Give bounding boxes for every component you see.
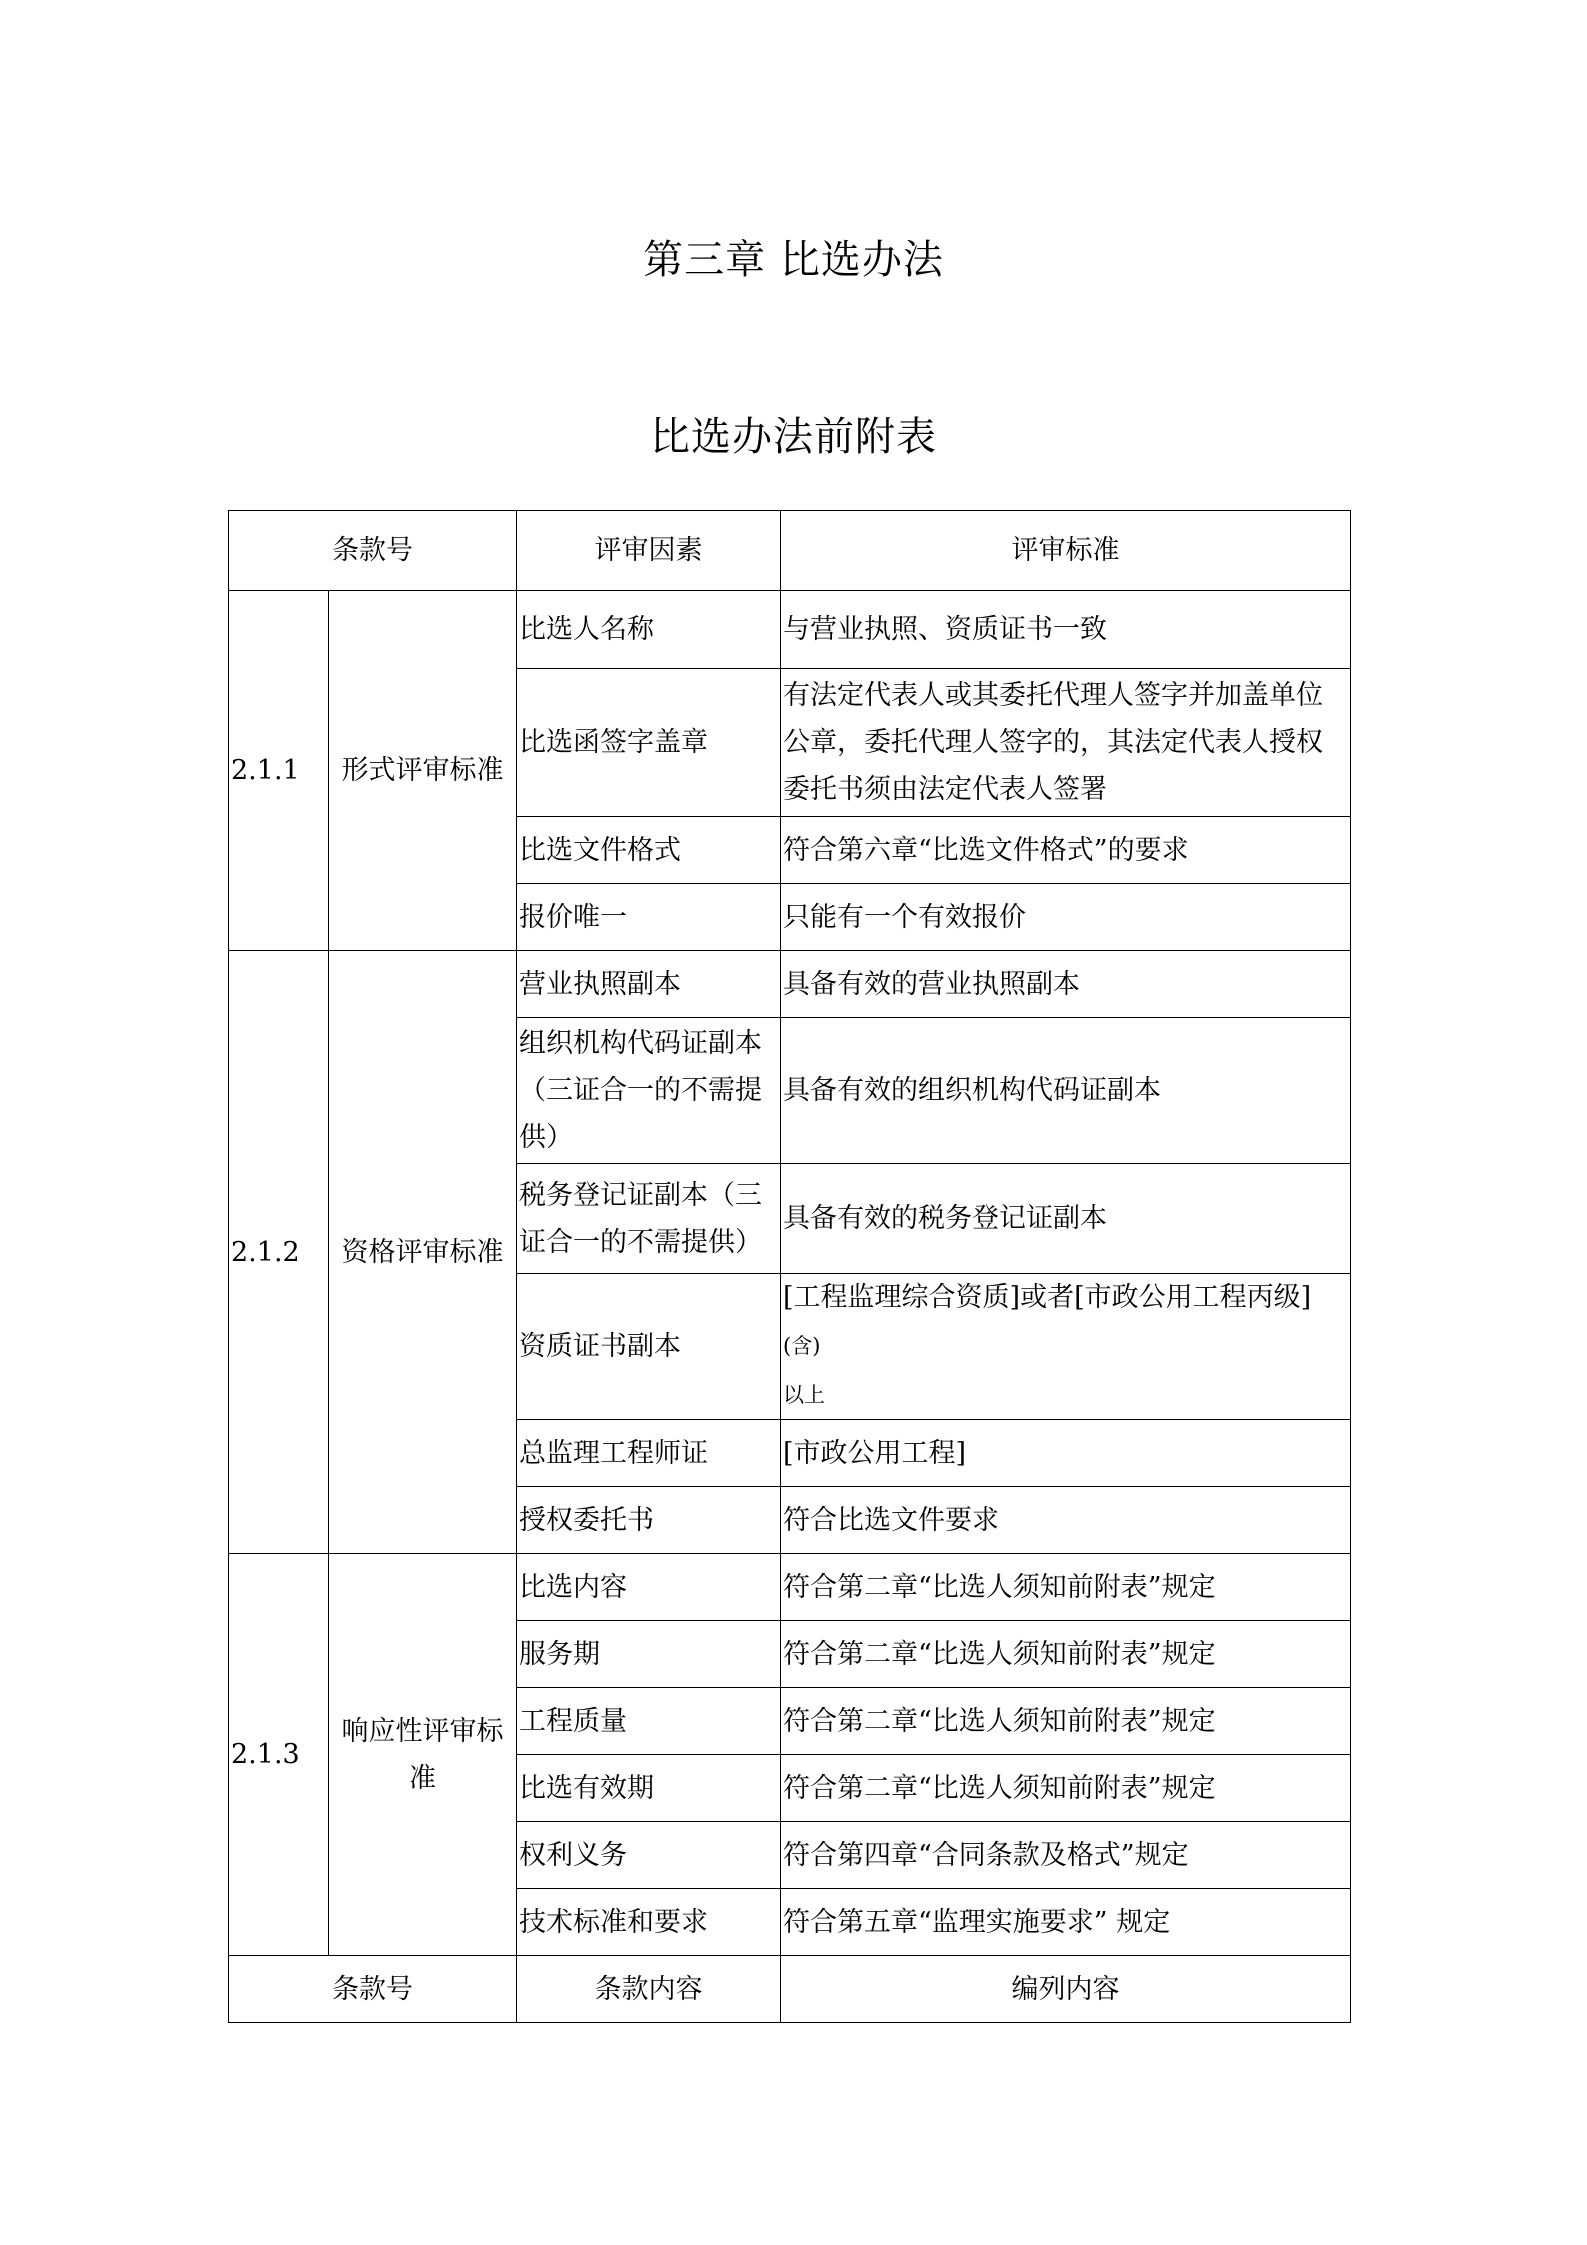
table-title: 比选办法前附表: [650, 414, 937, 460]
standard-cell: 符合第二章“比选人须知前附表”规定: [781, 1755, 1351, 1822]
factor-cell: 比选函签字盖章: [517, 669, 781, 817]
factor-cell: 比选有效期: [517, 1755, 781, 1822]
standard-cell: 具备有效的营业执照副本: [781, 951, 1351, 1018]
standard-small: 以上: [783, 1383, 825, 1407]
factor-cell: 服务期: [517, 1621, 781, 1688]
factor-cell: 工程质量: [517, 1688, 781, 1755]
standard-cell: 具备有效的组织机构代码证副本: [781, 1018, 1351, 1164]
header-standard: 评审标准: [781, 511, 1351, 591]
standard-cell: 只能有一个有效报价: [781, 884, 1351, 951]
footer-content: 条款内容: [517, 1956, 781, 2023]
factor-cell: 授权委托书: [517, 1487, 781, 1554]
header-row: [229, 511, 1351, 591]
clause-number: 2.1.1: [229, 591, 329, 951]
factor-cell: 技术标准和要求: [517, 1889, 781, 1956]
factor-cell: 资质证书副本: [517, 1274, 781, 1420]
standard-cell: 与营业执照、资质证书一致: [781, 591, 1351, 669]
factor-cell: 总监理工程师证: [517, 1420, 781, 1487]
standard-cell: [市政公用工程]: [781, 1420, 1351, 1487]
standard-cell: 具备有效的税务登记证副本: [781, 1164, 1351, 1274]
table-row: [229, 951, 1351, 1018]
factor-cell: 权利义务: [517, 1822, 781, 1889]
footer-clause-no: 条款号: [229, 1956, 517, 2023]
standard-cell: 符合第四章“合同条款及格式”规定: [781, 1822, 1351, 1889]
chapter-title: 第三章 比选办法: [643, 237, 944, 283]
header-clause-no: 条款号: [229, 511, 517, 591]
standard-main: [工程监理综合资质]或者[市政公用工程丙级]: [783, 1282, 1312, 1313]
clause-number: 2.1.3: [229, 1554, 329, 1956]
standard-cell: 有法定代表人或其委托代理人签字并加盖单位公章，委托代理人签字的，其法定代表人授权委托书须由法定代表人签署: [781, 669, 1351, 817]
factor-cell: 税务登记证副本（三证合一的不需提供）: [517, 1164, 781, 1274]
clause-number: 2.1.2: [229, 951, 329, 1554]
category-label: 资格评审标准: [329, 951, 517, 1554]
standard-cell: 符合第二章“比选人须知前附表”规定: [781, 1554, 1351, 1621]
category-label: 形式评审标准: [329, 591, 517, 951]
standard-cell: 符合第二章“比选人须知前附表”规定: [781, 1621, 1351, 1688]
table-row: [229, 1554, 1351, 1621]
factor-cell: 报价唯一: [517, 884, 781, 951]
footer-row: [229, 1956, 1351, 2023]
table-row: [229, 591, 1351, 669]
factor-cell: 营业执照副本: [517, 951, 781, 1018]
standard-small: (含): [783, 1334, 821, 1358]
evaluation-table: [228, 510, 1351, 2023]
factor-cell: 比选文件格式: [517, 817, 781, 884]
standard-cell: 符合第六章“比选文件格式”的要求: [781, 817, 1351, 884]
standard-cell: 符合第五章“监理实施要求” 规定: [781, 1889, 1351, 1956]
standard-cell: 符合比选文件要求: [781, 1487, 1351, 1554]
factor-cell: 组织机构代码证副本（三证合一的不需提供）: [517, 1018, 781, 1164]
standard-cell: 符合第二章“比选人须知前附表”规定: [781, 1688, 1351, 1755]
header-factor: 评审因素: [517, 511, 781, 591]
category-label: 响应性评审标准: [329, 1554, 517, 1956]
footer-compiled: 编列内容: [781, 1956, 1351, 2023]
factor-cell: 比选人名称: [517, 591, 781, 669]
standard-cell: [781, 1274, 1351, 1420]
factor-cell: 比选内容: [517, 1554, 781, 1621]
